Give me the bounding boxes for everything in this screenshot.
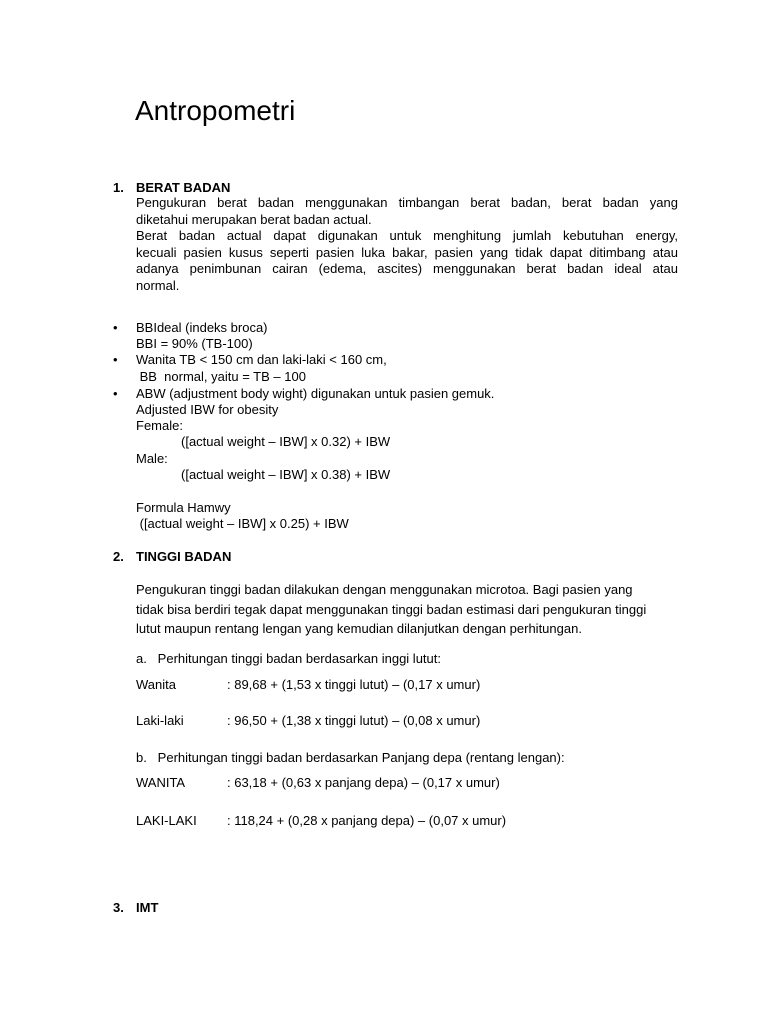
section-2-paragraph <box>136 580 686 639</box>
formula-row-value: : 96,50 + (1,38 x tinggi lutut) – (0,08 x umur) <box>227 713 481 728</box>
paragraph-line: diketahui merupakan berat badan actual. <box>136 211 372 227</box>
bullet-text: Wanita TB < 150 cm dan laki-laki < 160 cm, <box>136 352 387 367</box>
bullet-marker: • <box>113 386 118 401</box>
paragraph-line: kecuali pasien kusus seperti pasien luka bakar, pasien yang tidak dapat ditimbang atau <box>136 244 678 260</box>
bullet-text: Female: <box>136 418 183 433</box>
paragraph-line: Pengukuran tinggi badan dilakukan dengan menggunakan microtoa. Bagi pasien yang <box>136 582 633 597</box>
bullet-marker: • <box>113 352 118 367</box>
formula-row-value: : 118,24 + (0,28 x panjang depa) – (0,07 x umur) <box>227 813 507 828</box>
paragraph-line: Berat badan actual dapat digunakan untuk menghitung jumlah kebutuhan energy, <box>136 228 678 243</box>
section-1-paragraph <box>136 195 678 294</box>
paragraph-line: tidak bisa berdiri tegak dapat menggunakan tinggi badan estimasi dari pengukuran tinggi <box>136 601 647 617</box>
paragraph-line: lutut maupun rentang lengan yang kemudian dilanjutkan dengan perhitungan. <box>136 621 582 636</box>
formula-row-label: WANITA <box>136 775 186 790</box>
formula-row-label: Laki-laki <box>136 713 184 728</box>
hamwy-label: Formula Hamwy <box>136 500 231 515</box>
paragraph-line: adanya penimbunan cairan (edema, ascites) menggunakan berat badan ideal atau <box>136 261 678 276</box>
section-2-heading: TINGGI BADAN <box>136 549 232 564</box>
section-1-number: 1. <box>113 180 124 195</box>
female-formula: ([actual weight – IBW] x 0.32) + IBW <box>181 434 391 449</box>
formula-row-value: : 63,18 + (0,63 x panjang depa) – (0,17 x umur) <box>227 775 500 790</box>
male-label: Male: <box>136 451 168 466</box>
page-title: Antropometri <box>135 95 296 126</box>
formula-row-value: : 89,68 + (1,53 x tinggi lutut) – (0,17 x umur) <box>227 677 481 692</box>
bullet-text: BBIdeal (indeks broca) <box>136 320 268 335</box>
bullet-text: BB normal, yaitu = TB – 100 <box>136 369 306 384</box>
bullet-text: BBI = 90% (TB-100) <box>136 336 253 351</box>
section-3-heading: IMT <box>136 900 159 915</box>
section-1-heading: BERAT BADAN <box>136 180 231 195</box>
formula-row-label: Wanita <box>136 677 176 692</box>
paragraph-line: normal. <box>136 277 180 293</box>
bullet-text: Adjusted IBW for obesity <box>136 402 279 417</box>
formula-row-label: LAKI-LAKI <box>136 813 197 828</box>
hamwy-formula: ([actual weight – IBW] x 0.25) + IBW <box>136 516 349 531</box>
subsection-a-heading: a. Perhitungan tinggi badan berdasarkan inggi lutut: <box>136 651 441 666</box>
male-formula: ([actual weight – IBW] x 0.38) + IBW <box>181 467 391 482</box>
paragraph-line: Pengukuran berat badan menggunakan timbangan berat badan, berat badan yang <box>136 195 678 210</box>
section-2-number: 2. <box>113 549 124 564</box>
subsection-b-heading: b. Perhitungan tinggi badan berdasarkan Panjang depa (rentang lengan): <box>136 750 565 765</box>
bullet-marker: • <box>113 320 118 335</box>
section-3-number: 3. <box>113 900 124 915</box>
bullet-text: ABW (adjustment body wight) digunakan untuk pasien gemuk. <box>136 386 495 401</box>
